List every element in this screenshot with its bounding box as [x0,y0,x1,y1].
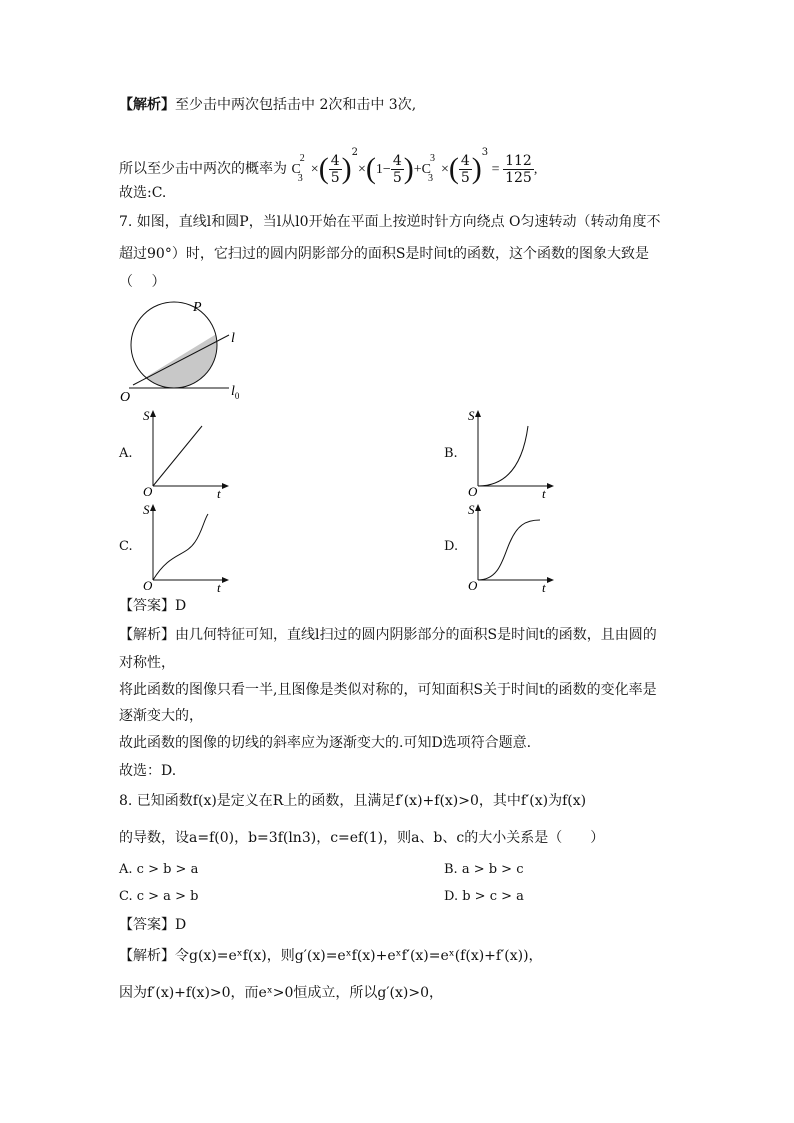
q7-stem-line3: （ ） [119,274,166,290]
prev-analysis-line1: 【解析】至少击中两次包括击中 2次和击中 3次, [119,97,417,113]
result-numerator: 112 [505,152,532,169]
origin-label: O [468,578,478,593]
axis-t-label: t [542,486,546,501]
q7-analysis-line3: 将此函数的图像只看一半,且图像是类似对称的，可知面积S关于时间t的函数的变化率是 [119,682,657,698]
q8-option-d[interactable]: D. b > c > a [444,889,524,904]
q8-answer: 【答案】D [119,917,187,933]
axis-t-label: t [542,580,546,595]
origin-label: O [143,484,153,499]
q7-analysis-line1: 【解析】由几何特征可知，直线l扫过的圆内阴影部分的面积S是时间t的函数，且由圆的 [119,627,657,643]
q7-stem-line1: 7. 如图，直线l和圆P，当l从l0开始在平面上按逆时针方向绕点 O匀速转动（转动角度不 [119,214,661,230]
q8-analysis-line2: 因为f′(x)+f(x)>0，而eˣ>0恒成立，所以g′(x)>0， [119,985,444,1001]
label-o: O [120,390,131,405]
q7-circle-figure [115,295,255,405]
option-c-curve [153,514,208,580]
prev-probability-formula: 所以至少击中两次的概率为 $C^2_3\times$( $\frac{4}{5}$ )$^2$×(1− $\frac{4}{5}$ )$+C^3_3\times$( $\frac{4}{5}$ )$^3$ = $\frac{112}{125}$ , [119,147,538,186]
prev-conclusion: 故选:C. [119,185,167,201]
option-b-curve [478,426,528,486]
q7-stem-line2: 超过90°）时，它扫过的圆内阴影部分的面积S是时间t的函数，这个函数的图象大致是 [119,246,650,262]
q7-option-d-letter[interactable]: D. [444,539,459,554]
label-l0: $l_0$ [231,384,240,401]
q7-analysis-line2: 对称性， [119,655,175,671]
axis-s-label: S [143,408,150,423]
q7-option-b-graph[interactable] [465,408,565,501]
axis-s-label: S [143,502,150,517]
q7-option-c-graph[interactable] [140,502,240,595]
q7-option-d-graph[interactable] [465,502,565,595]
q7-analysis-line4: 逐渐变大的， [119,708,203,724]
q7-answer: 【答案】D [119,598,187,614]
axis-s-label: S [468,408,475,423]
axis-s-label: S [468,502,475,517]
q7-option-a-graph[interactable] [140,408,240,501]
q8-option-b[interactable]: B. a > b > c [444,862,524,877]
origin-label: O [468,484,478,499]
result-denominator: 125 [505,169,532,186]
option-a-curve [153,426,202,486]
q7-conclusion: 故选：D. [119,763,177,779]
shaded-region [133,333,218,395]
axis-t-label: t [217,580,221,595]
q8-option-a[interactable]: A. c > b > a [119,862,199,877]
origin-label: O [143,578,153,593]
q7-option-a-letter[interactable]: A. [119,446,133,461]
option-d-curve [478,520,540,580]
prev-formula-prefix: 所以至少击中两次的概率为 [119,161,287,177]
label-l: l [231,331,235,346]
q8-option-c[interactable]: C. c > a > b [119,889,199,904]
q7-option-c-letter[interactable]: C. [119,539,133,554]
q7-analysis-line5: 故此函数的图像的切线的斜率应为逐渐变大的.可知D选项符合题意. [119,735,532,751]
label-p: P [193,300,202,315]
q7-option-b-letter[interactable]: B. [444,446,458,461]
q8-analysis-line1: 【解析】令g(x)=eˣf(x)，则g′(x)=eˣf(x)+eˣf′(x)=eˣ(f(x)+f′(x))， [119,948,543,964]
axis-t-label: t [217,486,221,501]
q8-stem-line2: 的导数，设a=f(0)，b=3f(ln3)，c=ef(1)，则a、b、c的大小关系是（ ） [119,830,605,846]
q8-stem-line1: 8. 已知函数f(x)是定义在R上的函数，且满足f′(x)+f(x)>0，其中f′(x)为f(x) [119,793,587,809]
